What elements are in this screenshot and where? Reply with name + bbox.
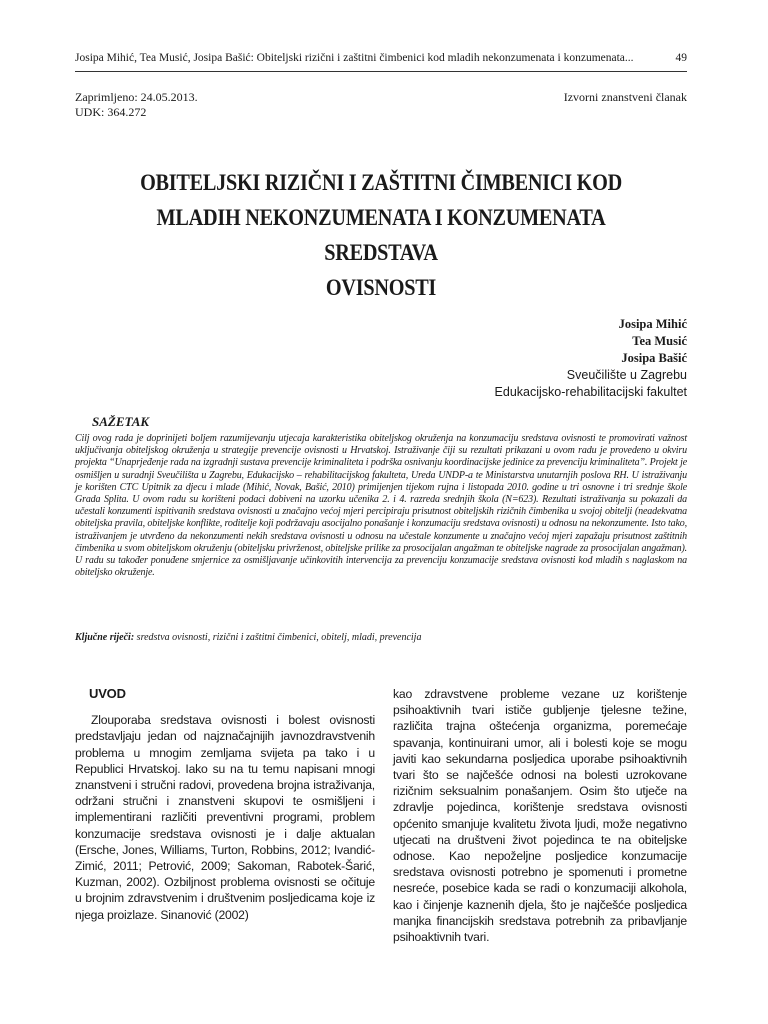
- author-block: [495, 316, 687, 401]
- author-name: Josipa Bašić: [621, 351, 687, 365]
- title-line-1: OBITELJSKI RIZIČNI I ZAŠTITNI ČIMBENICI KOD: [140, 170, 622, 195]
- body-column-left: [75, 686, 375, 923]
- author-name: Tea Musić: [632, 334, 687, 348]
- section-heading-intro: UVOD: [89, 686, 126, 701]
- abstract-text: Cilj ovog rada je doprinijeti boljem razumijevanju utjecaja karakteristika obiteljskog okruženja na konzumaciju sredstava ovisnosti te promovirati važnost uključivanja obiteljskog okruženja u strategije prevencije ovisnosti u Hrvatskoj. Istraživanje čiji su rezultati prikazani u ovom radu je provedeno u okviru projekta “Unaprjeđenje rada na izgradnji sustava prevencije kriminaliteta i podrška osnivanju koordinacijske jedinice za prevenciju kriminaliteta”. Projekt je osmišljen u suradnji Sveučilišta u Zagrebu, Edukacijsko – rehabilitacijskog fakulteta, Ureda UNDP-a te Ministarstva unutarnjih poslova RH. U istraživanju je korišten CTC Upitnik za djecu i mlade (Mihić, Novak, Bašić, 2010) primijenjen tijekom rujna i listopada 2010. godine u tri osnovne i tri srednje škole Grada Splita. U ovom radu su korišteni podaci dobiveni na uzorku učenika 2. i 4. razreda srednjih škola (N=623). Rezultati istraživanja su pokazali da učestali konzumenti ispitivanih sredstava ovisnosti u značajno većoj mjeri percipiraju prisutnost obiteljskih rizičnih čimbenika u svojoj obitelji (neadekvatna obiteljska pravila, obiteljske konflikte, roditelje koji podržavaju asocijalno ponašanje i konzumaciju sredstava ovisnosti) u odnosu na nekonzumente. Isto tako, istraživanjem je utvrđeno da nekonzumenti nekih sredstava ovisnosti u odnosu na učestale konzumente u značajno većoj mjeri zapažaju prisutnost zaštitnih čimbenika u svom obiteljskom okruženju (obiteljsku privrženost, obiteljske prilike za prosocijalan angažman te obiteljske nagrade za prosocijalan angažman). U radu su također ponuđene smjernice za osmišljavanje učinkovitih intervencija za prevenciju konzumacije sredstava ovisnosti kod mladih s naglaskom na obiteljsko okruženje.: [75, 433, 687, 579]
- body-paragraph: Zlouporaba sredstava ovisnosti i bolest ovisnosti predstavljaju jedan od najznačajnijih javnozdravstvenih problema u mnogim zemljama svijeta pa tako i u Republici Hrvatskoj. Iako su na tu temu napisani mnogi znanstveni i stručni radovi, provedena brojna istraživanja, održani stručni i znanstveni skupovi te osmišljeni i implementirani različiti preventivni programi, problem konzumacije sredstava ovisnosti je i dalje aktualan (Ersche, Jones, Williams, Turton, Robbins, 2012; Ivandić- Zimić, 2011; Petrović, 2009; Sakoman, Rabotek-Šarić, Kuzman, 2002). Ozbiljnost problema ovisnosti se očituje u brojnim zdravstvenim i društvenim posljedicama koje iz njega proizlaze. Sinanović (2002): [75, 713, 375, 922]
- keywords: [75, 632, 687, 644]
- body-column-right: [393, 686, 687, 945]
- header-rule: [75, 71, 687, 72]
- affiliation-university: Sveučilište u Zagrebu: [566, 368, 687, 382]
- udk-code: UDK: 364.272: [75, 105, 147, 119]
- abstract-heading: SAŽETAK: [92, 414, 150, 429]
- body-paragraph: kao zdravstvene probleme vezane uz korištenje psihoaktivnih tvari ističe gubljenje tjelesne težine, različita trajna oštećenja organizma, poremećaje spavanja, kontinuirani umor, ali i bolesti koje se mogu javiti kao sekundarna posljedica uporabe psihoaktivnih tvari što se najčešće odnosi na bolesti uzrokovane rizičnim seksualnim ponašanjem. Osim što utječe na zdravlje pojedinca, korištenje sredstava ovisnosti općenito smanjuje kvalitetu života ljudi, može negativno utjecati na društveni život pojedinca te na obiteljske odnose. Kao nepoželjne posljedice konzumacije sredstava ovisnosti potrebno je spomenuti i prometne nesreće, posebice kada se radi o konzumaciji alkohola, kao i činjenje kaznenih djela, što je najčešće posljedica manjka financijskih sredstava potrebnih za pribavljanje psihoaktivnih tvari.: [393, 687, 687, 945]
- author-name: Josipa Mihić: [618, 317, 687, 331]
- article-type: Izvorni znanstveni članak: [563, 90, 687, 104]
- title-line-2: MLADIH NEKONZUMENATA I KONZUMENATA SREDSTAVA: [156, 205, 606, 265]
- running-head-text: Josipa Mihić, Tea Musić, Josipa Bašić: Obiteljski rizični i zaštitni čimbenici kod mladih nekonzumenata i konzumenata...: [75, 52, 634, 64]
- article-meta: [75, 90, 198, 120]
- affiliation-faculty: Edukacijsko-rehabilitacijski fakultet: [494, 385, 687, 399]
- keywords-text: sredstva ovisnosti, rizični i zaštitni čimbenici, obitelj, mladi, prevencija: [134, 632, 422, 643]
- keywords-label: Ključne riječi:: [75, 632, 135, 643]
- page-number: 49: [675, 52, 687, 64]
- running-head: [75, 52, 687, 64]
- article-title: [112, 165, 651, 305]
- received-date: Zaprimljeno: 24.05.2013.: [75, 90, 198, 104]
- title-line-3: OVISNOSTI: [325, 275, 437, 300]
